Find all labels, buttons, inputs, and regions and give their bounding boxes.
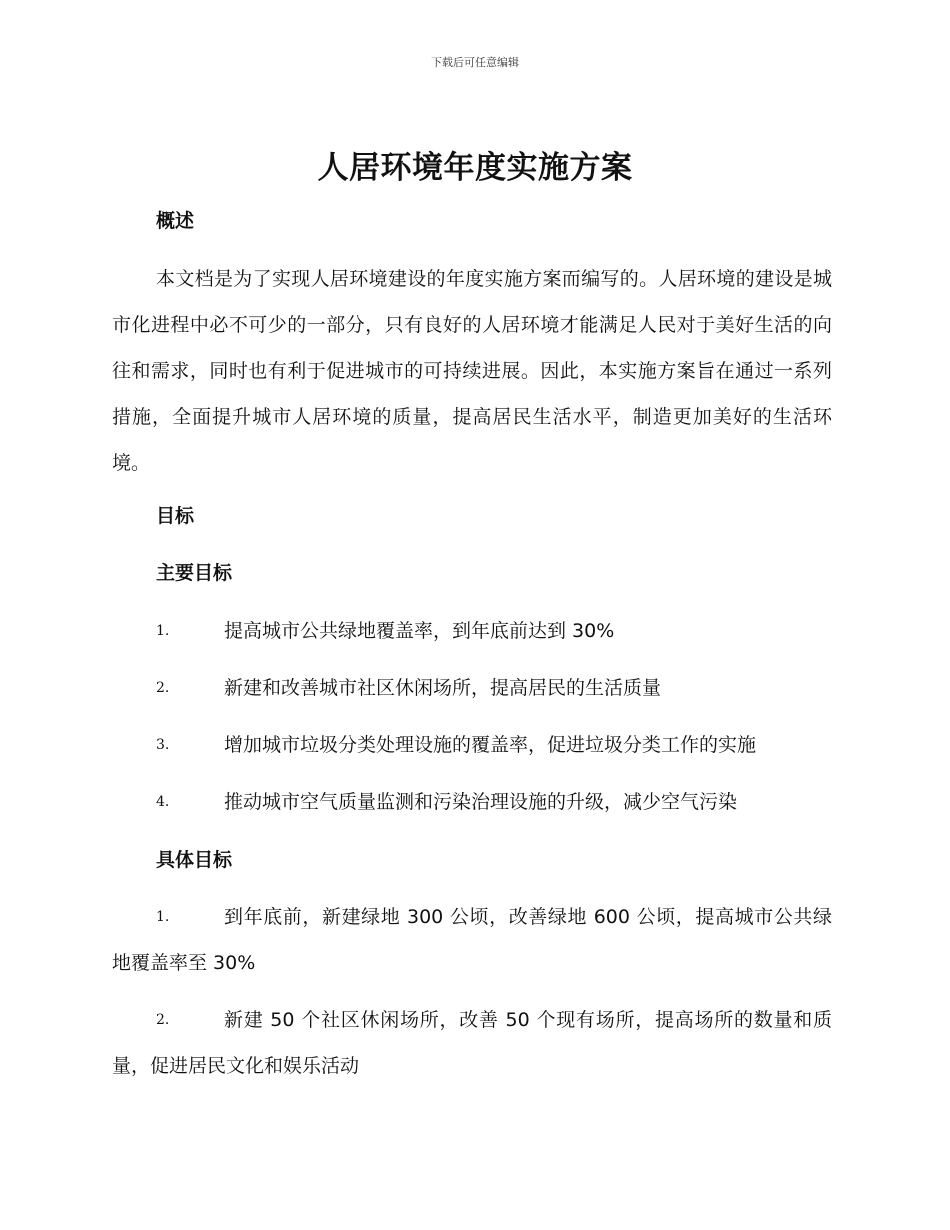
list-text: 到年底前，新建绿地 300 公顷，改善绿地 600 公顷，提高城市公共绿地覆盖率至 30% (112, 906, 832, 974)
header-note: 下载后可任意编辑 (431, 56, 519, 69)
main-goal-item (112, 608, 832, 654)
specific-goal-item (112, 894, 832, 986)
list-text: 新建 50 个社区休闲场所，改善 50 个现有场所，提高场所的数量和质量，促进居民文化和娱乐活动 (112, 1009, 832, 1077)
list-text: 新建和改善城市社区休闲场所，提高居民的生活质量 (224, 677, 662, 699)
list-number: 2. (156, 1012, 170, 1028)
goals-heading: 目标 (156, 505, 195, 527)
list-number: 4. (156, 794, 170, 810)
specific-goal-item (112, 997, 832, 1089)
page-title: 人居环境年度实施方案 (317, 150, 633, 186)
main-goals-heading: 主要目标 (156, 562, 233, 584)
list-text: 增加城市垃圾分类处理设施的覆盖率，促进垃圾分类工作的实施 (224, 734, 757, 756)
main-goal-item (112, 665, 832, 711)
main-goal-item (112, 722, 832, 768)
list-number: 3. (156, 737, 170, 753)
list-number: 1. (156, 909, 170, 925)
list-number: 2. (156, 680, 170, 696)
list-text: 提高城市公共绿地覆盖率，到年底前达到 30% (224, 620, 615, 642)
main-goal-item (112, 779, 832, 825)
overview-heading: 概述 (156, 210, 195, 232)
list-text: 推动城市空气质量监测和污染治理设施的升级，减少空气污染 (224, 791, 738, 813)
specific-goals-heading: 具体目标 (156, 849, 233, 871)
overview-paragraph: 本文档是为了实现人居环境建设的年度实施方案而编写的。人居环境的建设是城市化进程中必不可少的一部分，只有良好的人居环境才能满足人民对于美好生活的向往和需求，同时也有利于促进城市的可持续进展。因此，本实施方案旨在通过一系列措施，全面提升城市人居环境的质量，提高居民生活水平，制造更加美好的生活环境。 (112, 268, 832, 474)
list-number: 1. (156, 623, 170, 639)
